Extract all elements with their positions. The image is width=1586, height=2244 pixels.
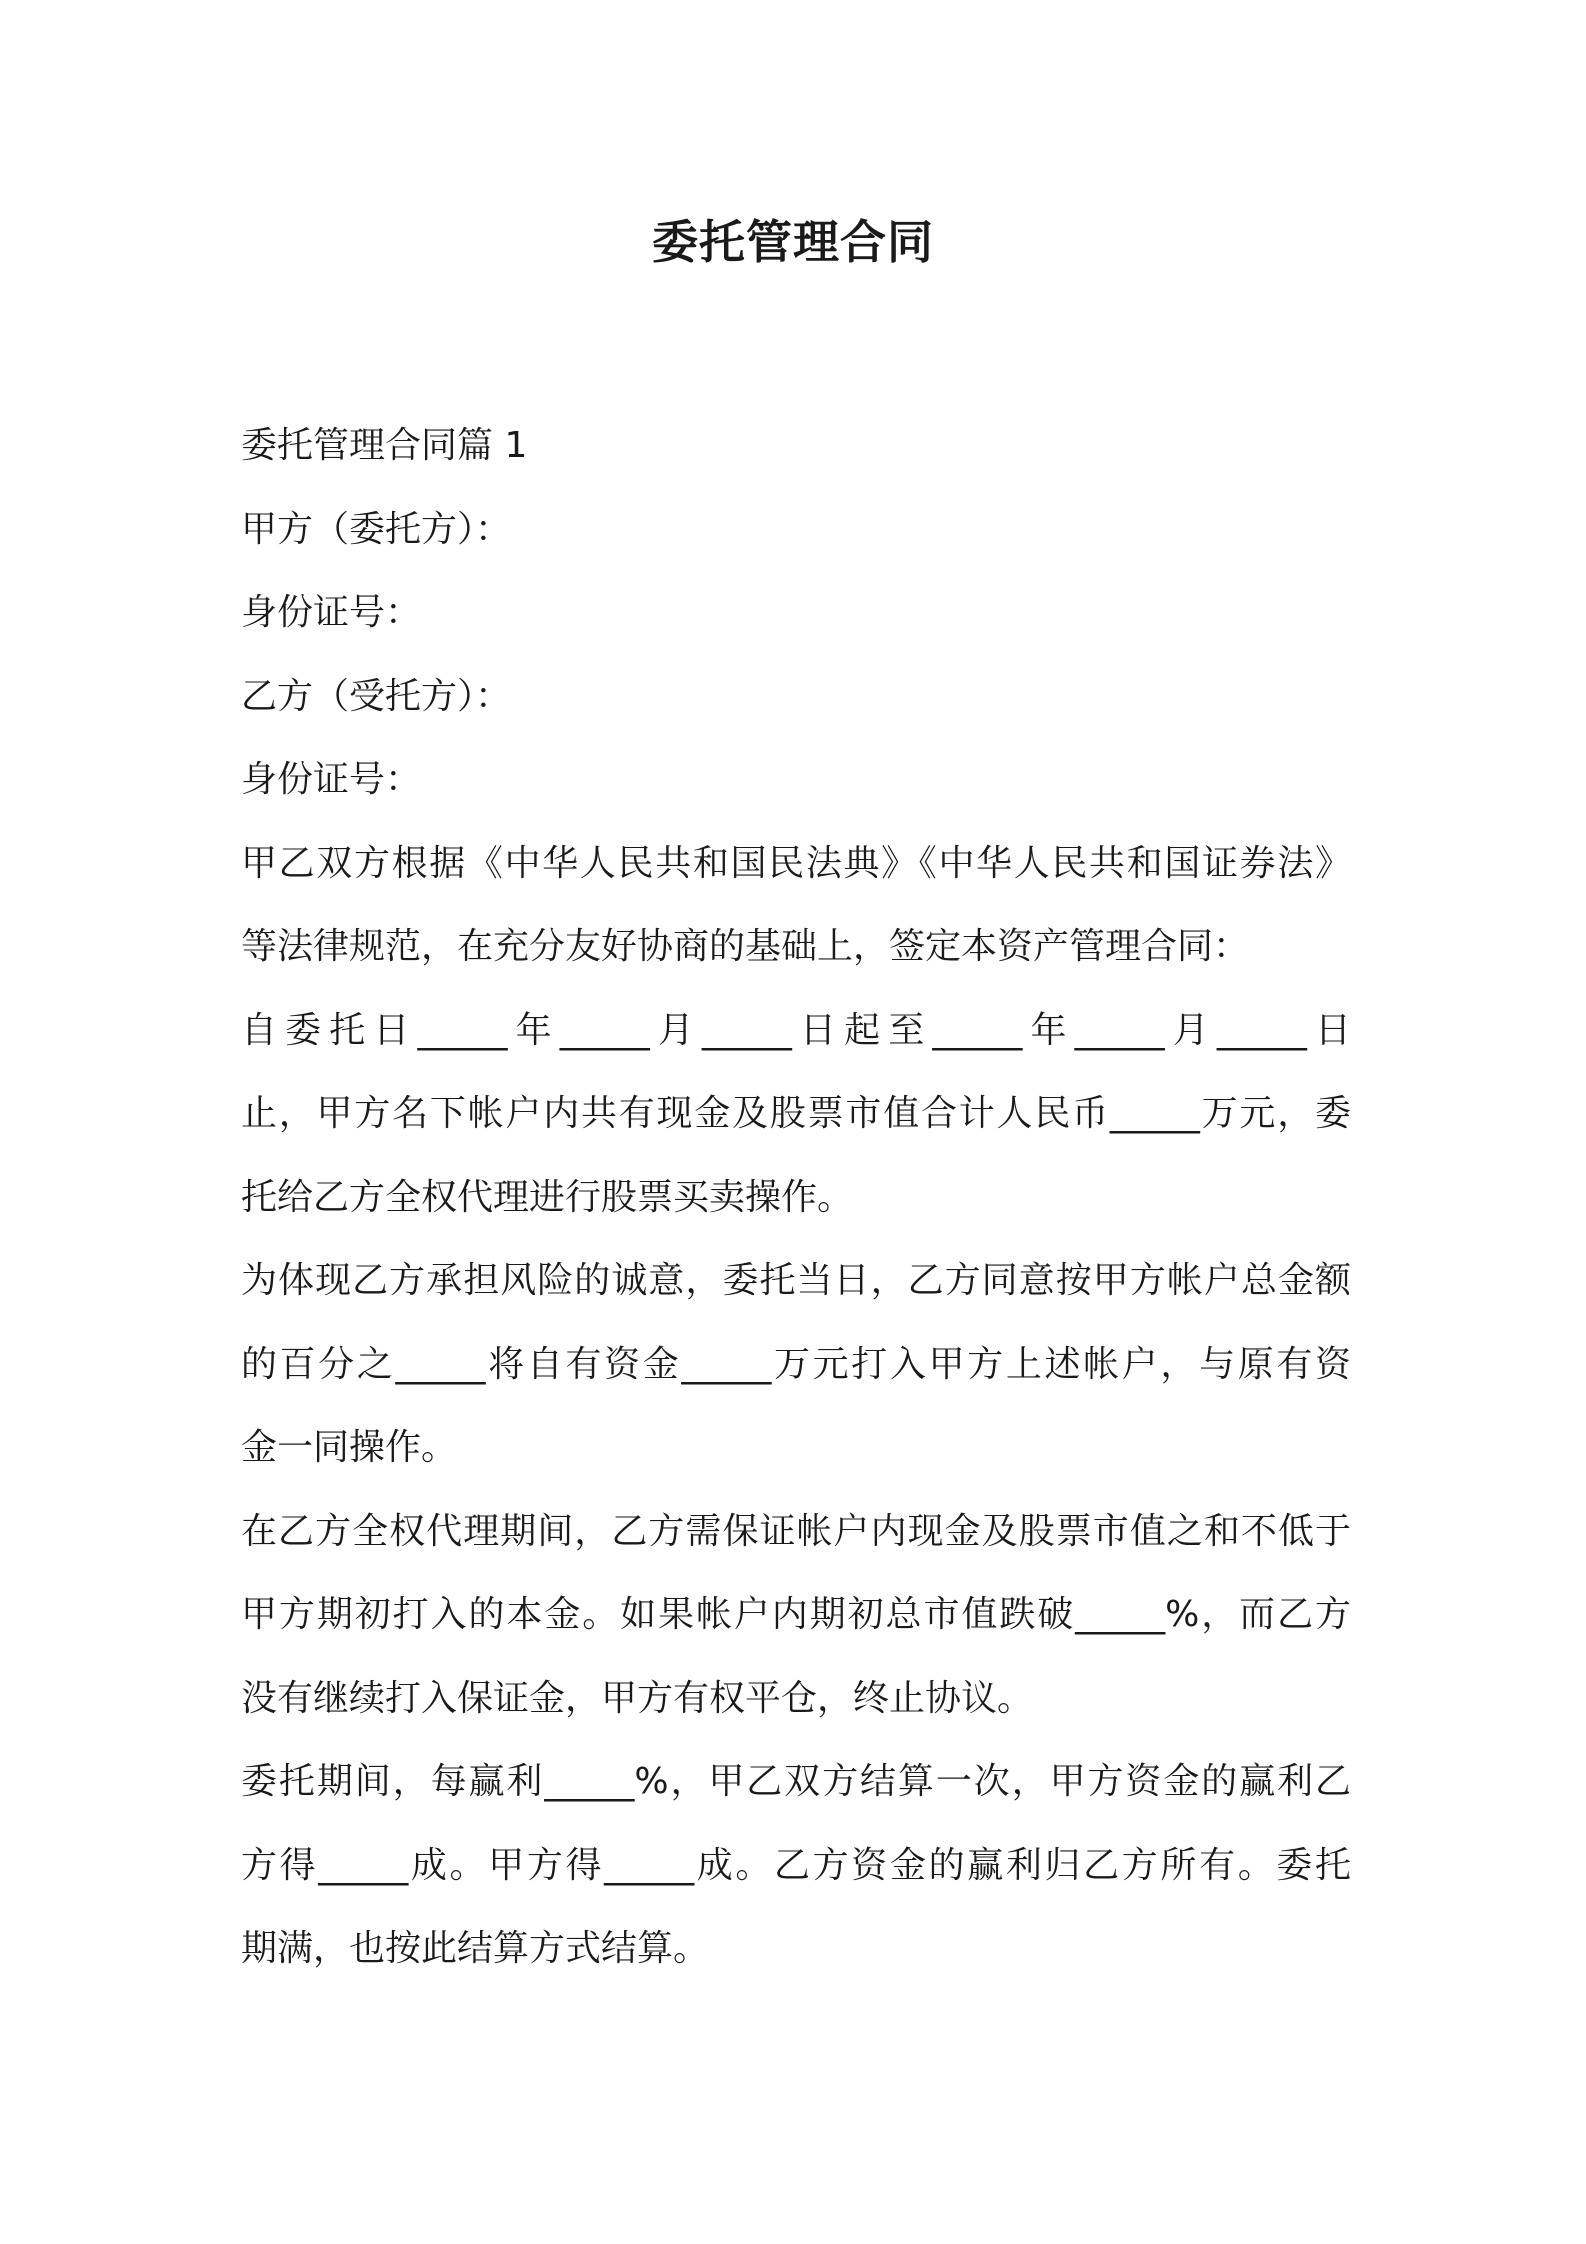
paragraph-line: 方得_____成。甲方得_____成。乙方资金的赢利归乙方所有。委托 xyxy=(241,1844,1351,1886)
paragraph-line: 金一同操作。 xyxy=(241,1427,458,1468)
paragraph-line: 等法律规范，在充分友好协商的基础上，签定本资产管理合同： xyxy=(241,926,1250,967)
document-body xyxy=(241,404,1351,1991)
party-a-id-label: 身份证号： xyxy=(241,592,422,633)
party-b-label: 乙方（受托方）： xyxy=(241,675,512,717)
paragraph-line: 期满，也按此结算方式结算。 xyxy=(241,1928,710,1969)
paragraph-line: 为体现乙方承担风险的诚意，委托当日，乙方同意按甲方帐户总金额 xyxy=(241,1260,1351,1301)
paragraph-line: 的百分之_____将自有资金_____万元打入甲方上述帐户，与原有资 xyxy=(241,1343,1351,1385)
document-title: 委托管理合同 xyxy=(652,215,934,269)
section-heading: 委托管理合同篇 1 xyxy=(241,425,528,466)
paragraph-line: 委托期间，每赢利_____%，甲乙双方结算一次，甲方资金的赢利乙 xyxy=(241,1761,1351,1802)
paragraph-line: 甲方期初打入的本金。如果帐户内期初总市值跌破_____%，而乙方 xyxy=(241,1594,1351,1635)
party-b-id-label: 身份证号： xyxy=(241,759,422,800)
paragraph-line: 托给乙方全权代理进行股票买卖操作。 xyxy=(241,1176,854,1218)
paragraph-line: 甲乙双方根据《中华人民共和国民法典》《中华人民共和国证券法》 xyxy=(241,842,1351,884)
paragraph-line: 自委托日_____年_____月_____日起至_____年_____月_____日 xyxy=(241,1009,1351,1051)
paragraph-line: 在乙方全权代理期间，乙方需保证帐户内现金及股票市值之和不低于 xyxy=(241,1510,1351,1552)
party-a-label: 甲方（委托方）： xyxy=(241,508,512,550)
paragraph-line: 止，甲方名下帐户内共有现金及股票市值合计人民币_____万元，委 xyxy=(241,1093,1351,1134)
paragraph-line: 没有继续打入保证金，甲方有权平仓，终止协议。 xyxy=(241,1677,1034,1719)
